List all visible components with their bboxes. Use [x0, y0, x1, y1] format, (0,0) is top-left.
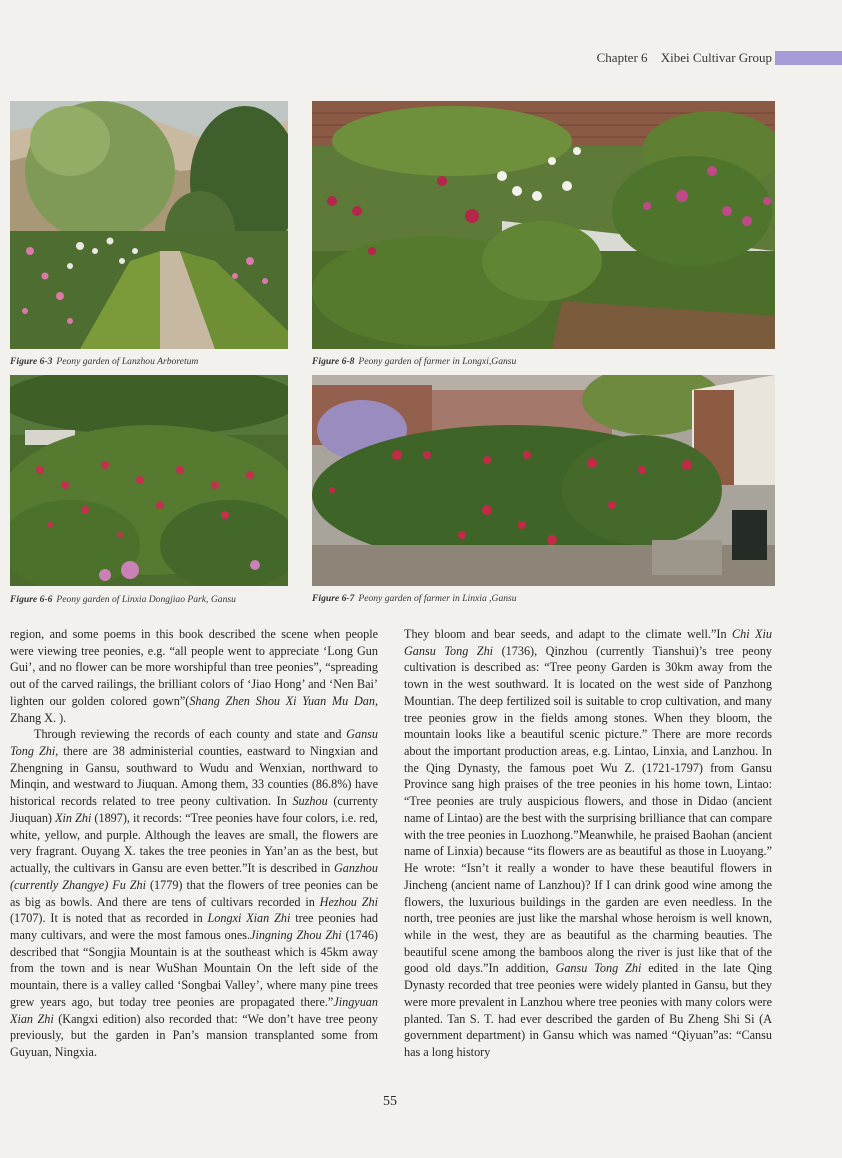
italic-title: Chi Xiu Gansu Tong Zhi	[404, 627, 772, 658]
figure-label: Figure 6-8	[312, 356, 355, 367]
paragraph	[10, 626, 378, 726]
photo-lanzhou-arboretum	[10, 101, 288, 349]
figure-caption-6-7	[312, 593, 517, 604]
italic-title: Hezhou Zhi	[319, 894, 378, 909]
italic-title: Ganzhou (currently Zhangye) Fu Zhi	[10, 861, 378, 892]
chapter-number: Chapter 6	[596, 50, 648, 65]
figure-caption-6-3	[10, 356, 198, 367]
photo-linxia-farmer-garden	[312, 375, 775, 586]
paragraph	[404, 626, 772, 1061]
text-run: , there are 38 administerial counties, eastward to Ningxian and Zhengning in Gansu, southward to Wudu and Wenxian, northward to Minqin, and westward to Jiuquan. Among them, 33 counties (86.8%) have historical records related to tree peony cultivation. In	[10, 744, 378, 809]
figure-caption-text: Peony garden of Lanzhou Arboretum	[56, 356, 199, 367]
figure-caption-6-8	[312, 356, 516, 367]
italic-title: Jingyuan Xian Zhi	[10, 994, 378, 1026]
text-run: They bloom and bear seeds, and adapt to the climate well.”In	[404, 627, 732, 641]
text-run: edited in the late Qing Dynasty recorded that tree peonies were widely planted in Gansu, but they were more prevalent in Lanzhou where tree peonies with many colors were planted. Tan S. T. had ever described the garden of Bu Zheng Shi Si (A government department) in Gansu which was named “Qiyuan”as: “Cansu has a long history	[404, 961, 772, 1059]
italic-title: Xin Zhi	[55, 810, 92, 825]
body-column-right	[404, 626, 772, 1061]
text-run: region, and some poems in this book described the scene when people were viewing tree peonies, e.g. “all people went to appreciate ‘Long Gun Gui’, and no flower can be more worshipful than tree peonies”, “spreading out of the carved railings, the brilliant colors of ‘Jiao Hong’ and ‘Nen Bai’ lighten our golden colored gown”(	[10, 627, 378, 708]
running-head	[540, 50, 772, 66]
photo-linxia-dongjiao-park	[10, 375, 288, 586]
page-number: 55	[383, 1094, 397, 1109]
italic-title: Shang Zhen Shou Xi Yuan Mu Dan	[189, 693, 375, 708]
text-run: (1897), it records: “Tree peonies have four colors, i.e. red, white, yellow, and purple. Although the leaves are small, the flowers are very fragrant. Ouyang X. takes the tree peonies in Yan’an as the best, but actually, the cultivars in Gansu are even better.”It is described in	[10, 810, 378, 876]
figure-caption-6-6	[10, 594, 236, 605]
text-run: (currenty Jiuquan)	[10, 794, 378, 825]
figure-caption-text: Peony garden of farmer in Longxi,Gansu	[358, 356, 517, 367]
italic-title: Jingning Zhou Zhi	[250, 927, 342, 942]
figure-label: Figure 6-7	[312, 593, 355, 604]
chapter-tab-bar	[775, 51, 842, 65]
text-run: (1779) that the flowers of tree peonies can be as big as bowls. And there are tens of cultivars recorded in	[10, 877, 378, 909]
italic-title: Longxi Xian Zhi	[207, 911, 291, 926]
italic-title: Suzhou	[292, 794, 328, 809]
text-run: , Zhang X. ).	[10, 693, 378, 725]
text-run: (Kangxi edition) also recorded that: “We don’t have tree peony previously, but the garden in Pan’s mansion transplanted some from Guyuan, Ningxia.	[10, 1011, 379, 1059]
text-run: (1707). It is noted that as recorded in	[10, 911, 208, 926]
photo-longxi-farmer-garden	[312, 101, 775, 349]
figure-label: Figure 6-6	[10, 594, 53, 605]
text-run: (1736), Qinzhou (currently Tianshui)’s tree peony cultivation is described as: “Tree peony Garden is 30km away from the town in the west southward. It is located on the west side of Panzhong Mountian. The deep fertilized soil is suitable to crop cultivation, and many tree peonies grow in the fields among stones. When they bloom, the mountain looks like a beautiful scenic picture.” There are more records about the important production areas, e.g. Lintao, Linxia, and Lanzhou. In the Qing Dynasty, the famous poet Wu Z. (1721-1797) from Gansu Province sang high praises of the tree peonies in his home town, Lintao: “Tree peonies are truly auspicious flowers, and those in Didao (ancient name of Lintao) are the best with the surprising brilliance that can compare with the tree peonies in Luozhong.”Meanwhile, he praised Baohan (ancient name of Linxia) because “its flowers are as beautiful as those in Luoyang.” He wrote: “Isn’t it really a wonder to have these beautiful flowers in Jincheng (ancient name of Lanzhou)? If I can drink good wine among the flowers, the luxurious buildings in the garden are even needless. In the north, tree peonies are just like the marshal whose heroism is well known, while in the west, they are as beautiful as the charming beauties. The beautiful scene among the bamboos along the river is just like that of the good old days.”In addition,	[404, 643, 773, 976]
chapter-title: Xibei Cultivar Group	[660, 50, 772, 65]
text-run: Through reviewing the records of each county and state and	[34, 727, 347, 742]
paragraph	[10, 726, 378, 1060]
figure-caption-text: Peony garden of Linxia Dongjiao Park, Gansu	[56, 594, 236, 605]
italic-title: Gansu Tong Zhi	[10, 727, 378, 759]
body-column-left	[10, 626, 378, 1061]
text-run: (1746) described that “Songjia Mountain is at the southeast which is 45km away from the town and is near WuShan Mountain On the left side of the mountain, there is a valley called ‘Songbai Valley’, where many pine trees grew years ago, but today tree peonies are propagated there.”	[10, 927, 378, 1009]
text-run: tree peonies had many cultivars, and were the most famous ones.	[10, 911, 378, 942]
figure-caption-text: Peony garden of farmer in Linxia ,Gansu	[358, 593, 517, 604]
figure-label: Figure 6-3	[10, 356, 53, 367]
italic-title: Gansu Tong Zhi	[555, 961, 642, 976]
